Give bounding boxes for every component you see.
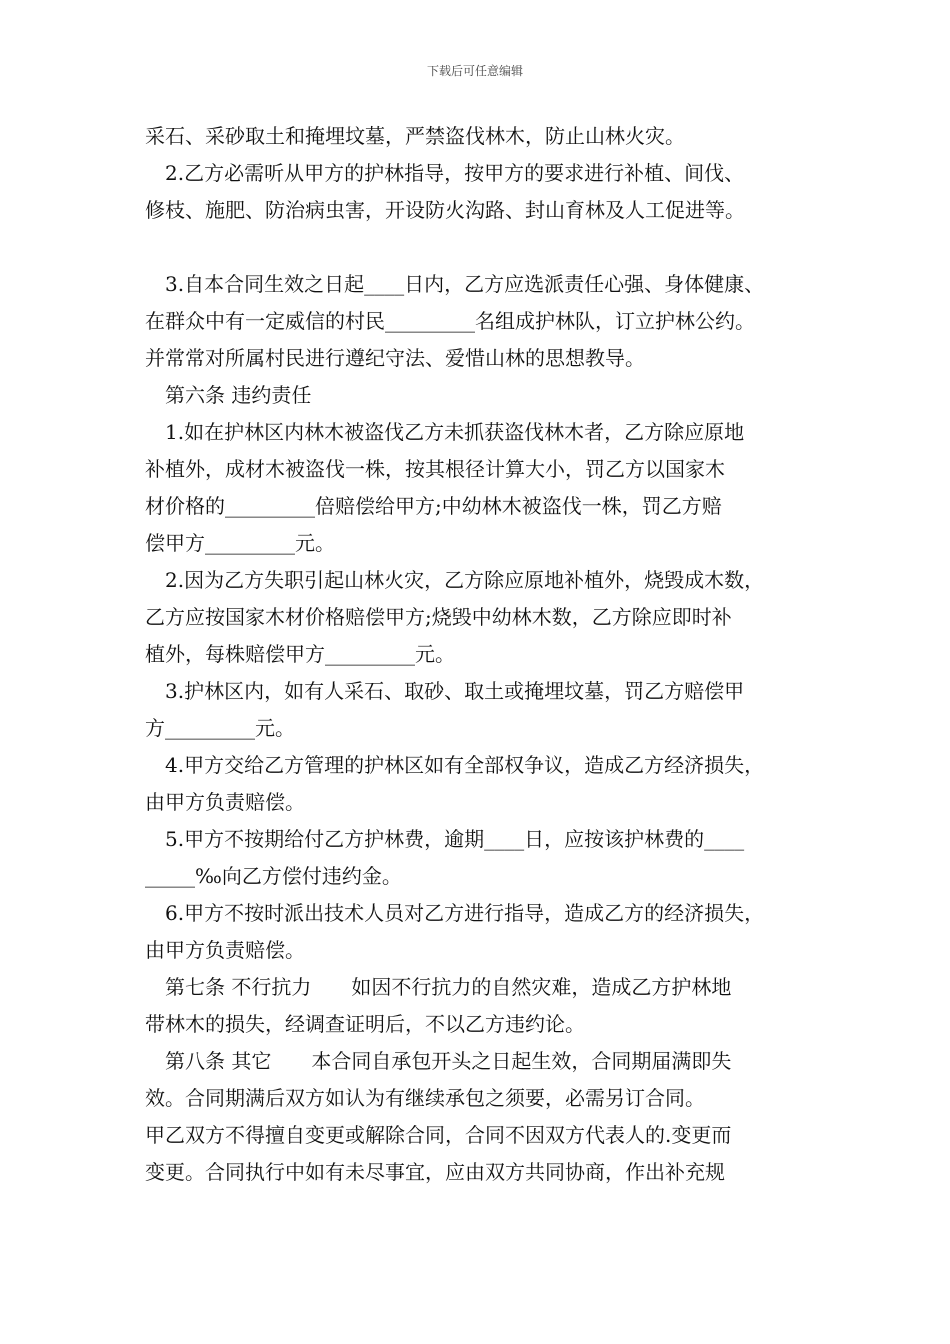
page-header: 下载后可任意编辑 (426, 64, 523, 78)
paragraph-line: 由甲方负责赔偿。 (145, 938, 305, 962)
paragraph-line: 方_________元。 (145, 716, 295, 740)
paragraph-line: 采石、采砂取土和掩埋坟墓，严禁盗伐林木，防止山林火灾。 (145, 124, 685, 148)
blank-line (145, 229, 825, 266)
paragraph-line: 偿甲方_________元。 (145, 531, 335, 555)
paragraph-line: 6.甲方不按时派出技术人员对乙方进行指导，造成乙方的经济损失， (165, 901, 765, 925)
paragraph-line: 带林木的损失，经调查证明后，不以乙方违约论。 (145, 1012, 585, 1036)
paragraph-line: 乙方应按国家木材价格赔偿甲方;烧毁中幼林木数，乙方除应即时补 (145, 605, 732, 629)
paragraph-line: _____‰向乙方偿付违约金。 (145, 864, 402, 888)
section-heading: 第八条 其它 本合同自承包开头之日起生效，合同期届满即失 (165, 1049, 732, 1073)
paragraph-line: 变更。合同执行中如有未尽事宜，应由双方共同协商，作出补充规 (145, 1160, 725, 1184)
paragraph-line: 5.甲方不按期给付乙方护林费，逾期____日，应按该护林费的____ (165, 827, 745, 851)
section-heading: 第七条 不行抗力 如因不行抗力的自然灾难，造成乙方护林地 (165, 975, 732, 999)
section-heading: 第六条 违约责任 (165, 383, 312, 407)
paragraph-line: 由甲方负责赔偿。 (145, 790, 305, 814)
paragraph-line: 植外，每株赔偿甲方_________元。 (145, 642, 455, 666)
paragraph-line: 4.甲方交给乙方管理的护林区如有全部权争议，造成乙方经济损失， (165, 753, 765, 777)
paragraph-line: 效。合同期满后双方如认为有继续承包之须要，必需另订合同。 (145, 1086, 705, 1110)
paragraph-line: 甲乙双方不得擅自变更或解除合同，合同不因双方代表人的.变更而 (145, 1123, 732, 1147)
paragraph-line: 材价格的_________倍赔偿给甲方;中幼林木被盗伐一株，罚乙方赔 (145, 494, 722, 518)
paragraph-line: 在群众中有一定威信的村民_________名组成护林队，订立护林公约。 (145, 309, 755, 333)
paragraph-line: 2.乙方必需听从甲方的护林指导，按甲方的要求进行补植、间伐、 (165, 161, 745, 185)
paragraph-line: 补植外，成材木被盗伐一株，按其根径计算大小，罚乙方以国家木 (145, 457, 725, 481)
paragraph-line: 修枝、施肥、防治病虫害，开设防火沟路、封山育林及人工促进等。 (145, 198, 745, 222)
document-body (145, 118, 825, 1191)
paragraph-line: 2.因为乙方失职引起山林火灾，乙方除应原地补植外，烧毁成木数， (165, 568, 765, 592)
paragraph-line: 3.自本合同生效之日起____日内，乙方应选派责任心强、身体健康、 (165, 272, 765, 296)
paragraph-line: 3.护林区内，如有人采石、取砂、取土或掩埋坟墓，罚乙方赔偿甲 (165, 679, 745, 703)
paragraph-line: 并常常对所属村民进行遵纪守法、爱惜山林的思想教导。 (145, 346, 645, 370)
paragraph-line: 1.如在护林区内林木被盗伐乙方未抓获盗伐林木者，乙方除应原地 (165, 420, 745, 444)
